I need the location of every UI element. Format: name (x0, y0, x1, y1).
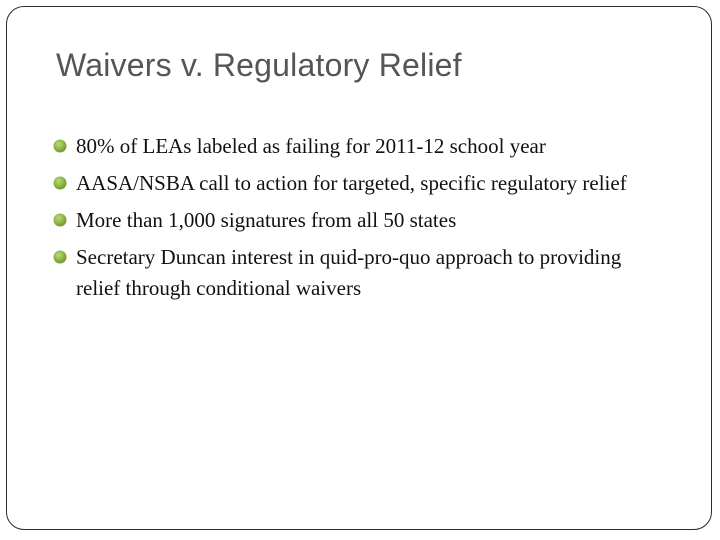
bullet-text: More than 1,000 signatures from all 50 states (76, 208, 457, 232)
bullet-icon (52, 175, 68, 191)
bullet-text: 80% of LEAs labeled as failing for 2011-12 school year (76, 134, 546, 158)
bullet-item (50, 168, 650, 199)
bullet-icon (52, 212, 68, 228)
bullet-icon (52, 249, 68, 265)
bullet-text: AASA/NSBA call to action for targeted, specific regulatory relief (76, 171, 627, 195)
bullet-item (50, 131, 650, 162)
bullet-text: Secretary Duncan interest in quid-pro-quo approach to providing relief through conditional waivers (76, 245, 622, 300)
bullet-icon (52, 138, 68, 154)
bullet-list (50, 131, 650, 310)
bullet-item (50, 205, 650, 236)
bullet-item (50, 242, 650, 304)
slide-title: Waivers v. Regulatory Relief (56, 47, 462, 83)
